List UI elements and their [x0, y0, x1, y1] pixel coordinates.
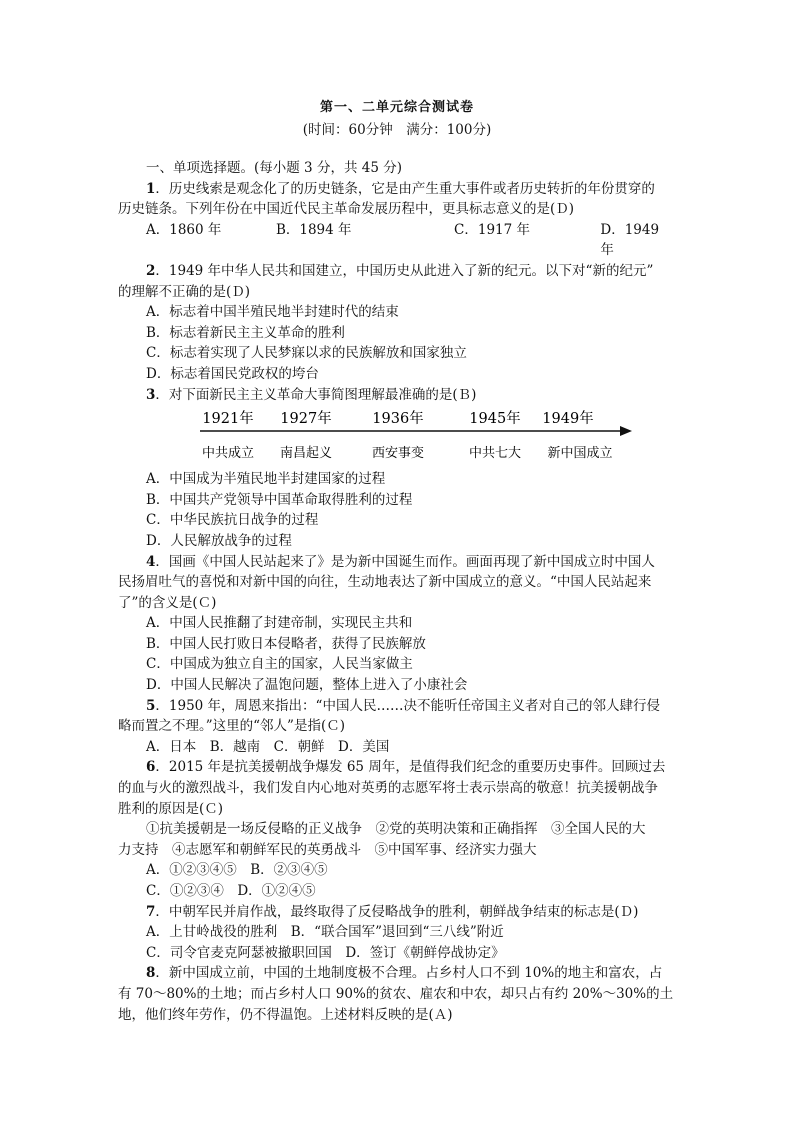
question-6-items: ①抗美援朝是一场反侵略的正义战争 ②党的英明决策和正确指挥 ③全国人民的大 [146, 821, 646, 838]
question-number: 5 [146, 697, 156, 714]
question-number: 8 [146, 965, 156, 982]
question-7-options: A．上甘岭战役的胜利 B．“联合国军”退回到“三八线”附近 [146, 924, 504, 941]
timeline-year: 1921年 [202, 411, 254, 428]
question-number: 2 [146, 262, 156, 279]
option-a: A．1860 年 [146, 221, 222, 238]
question-number: 1 [146, 180, 156, 197]
timeline-arrowhead [620, 426, 632, 436]
timeline-year: 1949年 [542, 411, 594, 428]
question-7-stem [118, 902, 674, 923]
question-number: 7 [146, 903, 156, 920]
option-d: D．1949 年 [600, 221, 660, 259]
question-text: 有 70～80%的土地；而占乡村人口 90%的贫农、雇农和中农，却只占有约 20%～30%的土 [118, 985, 674, 1002]
question-number: 6 [146, 759, 156, 776]
question-text: 略而置之不理。”这里的“邻人”是指(Ｃ) [118, 718, 345, 735]
question-5-options: A．日本 B．越南 C．朝鲜 D．美国 [146, 738, 390, 755]
question-text: 历史链条。下列年份在中国近代民主革命发展历程中，更具标志意义的是(Ｄ) [118, 201, 575, 218]
timeline-year: 1945年 [469, 411, 521, 428]
question-6-options: A．①②③④⑤ B．②③④⑤ [146, 862, 328, 879]
option-b: B．1894 年 [275, 221, 352, 238]
question-text: 胜利的原因是(Ｃ) [118, 800, 224, 817]
question-text: ．历史线索是观念化了的历史链条，它是由产生重大事件或者历史转折的年份贯穿的 [155, 180, 655, 197]
option-c: C．标志着实现了人民梦寐以求的民族解放和国家独立 [146, 345, 467, 362]
question-text: ．新中国成立前，中国的土地制度极不合理。占乡村人口不到 10%的地主和富农，占 [155, 965, 663, 982]
question-2-stem [118, 261, 674, 282]
timeline-year: 1927年 [280, 411, 332, 428]
option-b: B．标志着新民主主义革命的胜利 [146, 324, 345, 341]
timeline-event: 南昌起义 [279, 446, 333, 462]
question-6-items: 力支持 ④志愿军和朝鲜军民的英勇战斗 ⑤中国军事、经济实力强大 [118, 841, 537, 858]
question-6-stem [118, 757, 674, 778]
question-text: ．国画《中国人民站起来了》是为新中国诞生而作。画面再现了新中国成立时中国人 [155, 553, 655, 570]
question-text: ．中朝军民并肩作战，最终取得了反侵略战争的胜利，朝鲜战争结束的标志是(Ｄ) [155, 903, 639, 920]
timeline-event: 中共成立 [201, 446, 255, 462]
page-title: 第一、二单元综合测试卷 [319, 100, 474, 115]
question-number: 3 [146, 386, 156, 403]
option-a: A．中国人民推翻了封建帝制，实现民主共和 [146, 615, 413, 632]
question-4-stem [118, 552, 674, 573]
option-d: D．人民解放战争的过程 [146, 532, 292, 549]
timeline-year: 1936年 [372, 411, 424, 428]
timeline-event: 新中国成立 [547, 446, 613, 462]
option-d: D．中国人民解决了温饱问题，整体上进入了小康社会 [146, 677, 468, 694]
question-text: 地，他们终年劳作，仍不得温饱。上述材料反映的是(Ａ) [118, 1006, 453, 1023]
question-6-options: C．①②③④ D．①②④⑤ [146, 883, 316, 899]
question-1-options [118, 220, 674, 261]
question-text: ．2015 年是抗美援朝战争爆发 65 周年，是值得我们纪念的重要历史事件。回顾过去 [155, 759, 666, 776]
option-c: C．中国成为独立自主的国家，人民当家做主 [146, 656, 413, 673]
question-text: 民扬眉吐气的喜悦和对新中国的向往，生动地表达了新中国成立的意义。“中国人民站起来 [118, 574, 652, 591]
timeline-figure [118, 405, 674, 469]
question-text: ．1950 年，周恩来指出：“中国人民……决不能听任帝国主义者对自己的邻人肆行侵 [155, 697, 660, 714]
question-text: ．1949 年中华人民共和国建立，中国历史从此进入了新的纪元。以下对“新的纪元” [155, 262, 654, 279]
page-subtitle: (时间：60分钟 满分：100分) [302, 122, 492, 138]
question-text: ．对下面新民主主义革命大事简图理解最准确的是(Ｂ) [155, 386, 477, 403]
option-d: D．标志着国民党政权的垮台 [146, 365, 319, 382]
option-a: A．标志着中国半殖民地半封建时代的结束 [146, 304, 399, 321]
section-heading: 一、单项选择题。(每小题 3 分，共 45 分) [146, 160, 402, 176]
question-number: 4 [146, 553, 156, 570]
question-1-stem [118, 179, 674, 200]
question-7-options: C．司令官麦克阿瑟被撤职回国 D．签订《朝鲜停战协定》 [146, 944, 505, 961]
timeline-diagram [188, 405, 638, 469]
question-text: 了”的含义是(Ｃ) [118, 594, 217, 611]
question-8-stem [118, 963, 674, 984]
option-c: C．1917 年 [454, 221, 531, 238]
timeline-event: 西安事变 [371, 446, 425, 462]
exam-content [118, 158, 674, 1025]
question-5-stem [118, 696, 674, 717]
option-b: B．中国共产党领导中国革命取得胜利的过程 [146, 491, 413, 508]
option-a: A．中国成为半殖民地半封建国家的过程 [146, 471, 386, 488]
question-text: 的血与火的激烈战斗，我们发自内心地对英勇的志愿军将士表示崇高的敬意！抗美援朝战争 [118, 780, 658, 797]
question-3-stem [118, 385, 674, 406]
question-text: 的理解不正确的是(Ｄ) [118, 283, 251, 300]
option-b: B．中国人民打败日本侵略者，获得了民族解放 [146, 635, 426, 652]
option-c: C．中华民族抗日战争的过程 [146, 512, 319, 529]
timeline-event: 中共七大 [468, 446, 522, 462]
